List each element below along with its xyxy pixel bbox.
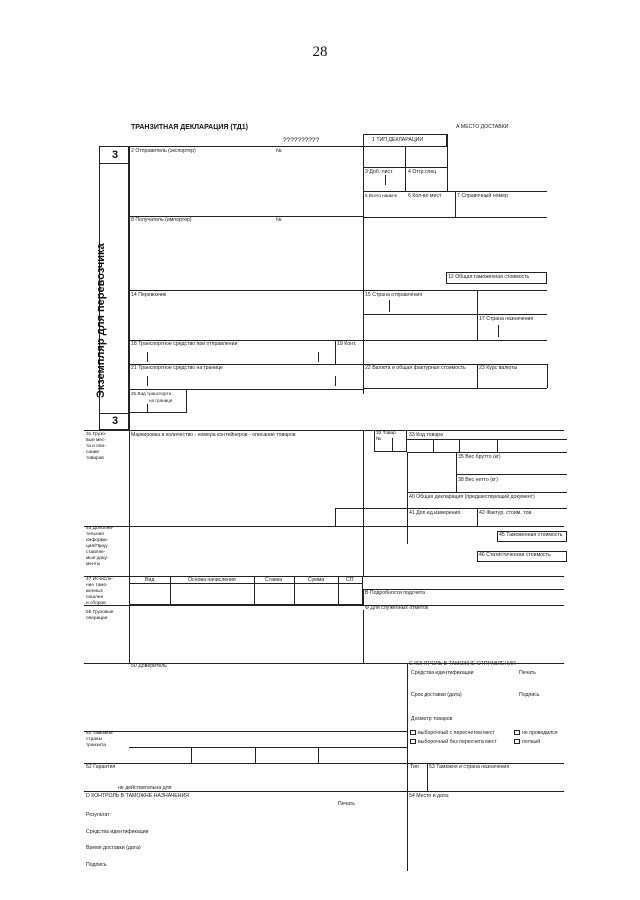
- field-type-label: Тип: [410, 764, 419, 770]
- field-19-label: 19 Конт.: [337, 341, 357, 347]
- field-53-label: 53 Таможня и страна назначения: [429, 764, 510, 770]
- field-7-label: 7 Справочный номер: [457, 193, 508, 199]
- field-b-label: В Подробности подсчета: [365, 590, 425, 596]
- field-6-label: 6 Кол-во мест: [408, 193, 442, 199]
- control-seal-label: Печать: [519, 670, 536, 676]
- field-25-sub: на границе: [149, 398, 173, 403]
- field-50-label: 50 Доверитель: [131, 663, 167, 669]
- duties-col-stavka: Ставка: [265, 577, 282, 583]
- control-departure-label: С КОНТРОЛЬ В ТАМОЖНЕ ОТПРАВЛЕНИЯ: [409, 661, 516, 667]
- control-destination-label: D КОНТРОЛЬ В ТАМОЖНЕ НАЗНАЧЕНИЯ: [86, 793, 189, 799]
- field-52-label: 52 Гарантия: [86, 764, 116, 770]
- field-f-label: Ф Для служебных отметок: [365, 605, 429, 611]
- control-deadline-label: Срок доставки (дата): [411, 692, 462, 698]
- control-inspect-label: Досмотр товаров: [411, 716, 453, 722]
- field-25-label: 25 Вид транспорта: [131, 391, 172, 396]
- field-47-label: 47 Исчисле- ние тамо- женных пошлин и сборов: [86, 577, 114, 606]
- field-4-label: 4 Отгр.спец: [408, 169, 437, 175]
- destination-sign-label: Подпись: [86, 862, 107, 868]
- duties-col-sp: СП: [346, 577, 354, 583]
- field-31-label: 31 Грузо- вые мес- та и опи- сание товаров: [86, 432, 107, 461]
- field-32-label: 32 Товар №: [376, 431, 396, 442]
- field-15-label: 15 Страна отправления: [365, 292, 423, 298]
- option-partial-nocount: выборочный без пересчета мест: [418, 739, 497, 745]
- copy-number-top: 3: [111, 149, 119, 161]
- field-14-label: 14 Перевозчик: [131, 292, 167, 298]
- field-42-label: 42 Фактур. стоим. тов: [479, 510, 532, 516]
- field-5-label: 5 Всего наим-в: [365, 193, 397, 198]
- copy-title: Экземпляр для перевозчика: [95, 243, 107, 398]
- goods-desc-label: Маркировка и количество - номера контейнеров - описание товаров: [131, 432, 296, 438]
- field-2-label: 2 Отправитель (экспортер): [131, 148, 196, 154]
- form-title: ТРАНЗИТНАЯ ДЕКЛАРАЦИЯ (ТД1): [131, 124, 248, 131]
- destination-seal-label: Печать: [338, 801, 355, 807]
- field-38-label: 38 Вес нетто (кг): [458, 477, 498, 483]
- field-35-label: 35 Вес брутто (кг): [458, 454, 501, 460]
- field-18-label: 18 Транспортное средство при отправлении: [131, 341, 238, 347]
- checkbox-full[interactable]: [514, 739, 520, 744]
- option-full: полный: [522, 739, 541, 745]
- field-41-label: 41 Доп.ед.измерения: [409, 510, 461, 516]
- field-3-label: 3 Доб. лист: [365, 169, 393, 175]
- destination-time-label: Время доставки (дата): [86, 845, 141, 851]
- checkbox-partial-count[interactable]: [410, 730, 416, 735]
- checkbox-not-done[interactable]: [514, 730, 520, 735]
- field-21-label: 21 Транспортное средство на границе: [131, 365, 223, 371]
- duties-col-osnova: Основа начисления: [188, 577, 236, 583]
- field-46-label: 46 Статистическая стоимость: [479, 552, 551, 558]
- field-2-no: №: [276, 148, 282, 154]
- question-marks: ??????????: [283, 137, 320, 144]
- destination-id-label: Средства идентификации: [86, 829, 149, 835]
- field-55-label: 55 Грузовые операции: [86, 610, 114, 621]
- field-54-label: 54 Место и дата:: [409, 793, 450, 799]
- checkbox-partial-nocount[interactable]: [410, 739, 416, 744]
- field-1-label: 1 ТИП ДЕКЛАРАЦИИ: [372, 137, 424, 143]
- place-delivery-label: А МЕСТО ДОСТАВКИ: [456, 124, 509, 130]
- duties-table: [129, 576, 363, 605]
- copy-number-bottom: 3: [111, 415, 119, 427]
- field-51-label: 51 Таможни страны транзита: [86, 731, 113, 748]
- field-23-label: 23 Курс валюты: [479, 365, 518, 371]
- field-8-label: 8 Получатель (импортер): [131, 217, 192, 223]
- destination-result-label: Результат:: [86, 812, 112, 818]
- field-33-label: 33 Код товара: [409, 432, 444, 438]
- field-45-label: 45 Таможенная стоимость: [499, 532, 563, 538]
- field-12-label: 12 Общая таможенная стоимость: [448, 274, 530, 280]
- page-number: 28: [312, 44, 328, 60]
- field-17-label: 17 Страна назначения: [479, 316, 534, 322]
- option-partial-count: выборочный с пересчетом мест: [418, 730, 495, 736]
- duties-col-vid: Вид: [145, 577, 155, 583]
- field-40-label: 40 Общая декларация (предшествующий документ): [409, 494, 535, 500]
- field-52-sub: не действительна для: [118, 785, 172, 791]
- field-8-no: №: [276, 217, 282, 223]
- option-not-done: не проводился: [522, 730, 558, 736]
- control-sign-label: Подпись: [519, 692, 540, 698]
- duties-col-summa: Сумма: [308, 577, 325, 583]
- control-id-label: Средства идентификации: [411, 670, 474, 676]
- field-44-label: 44 Дополни- тельная информа- ция/Пред- ставляе- мые доку- менты: [86, 526, 114, 567]
- field-22-label: 22 Валюта и общая фактурная стоимость: [365, 365, 466, 371]
